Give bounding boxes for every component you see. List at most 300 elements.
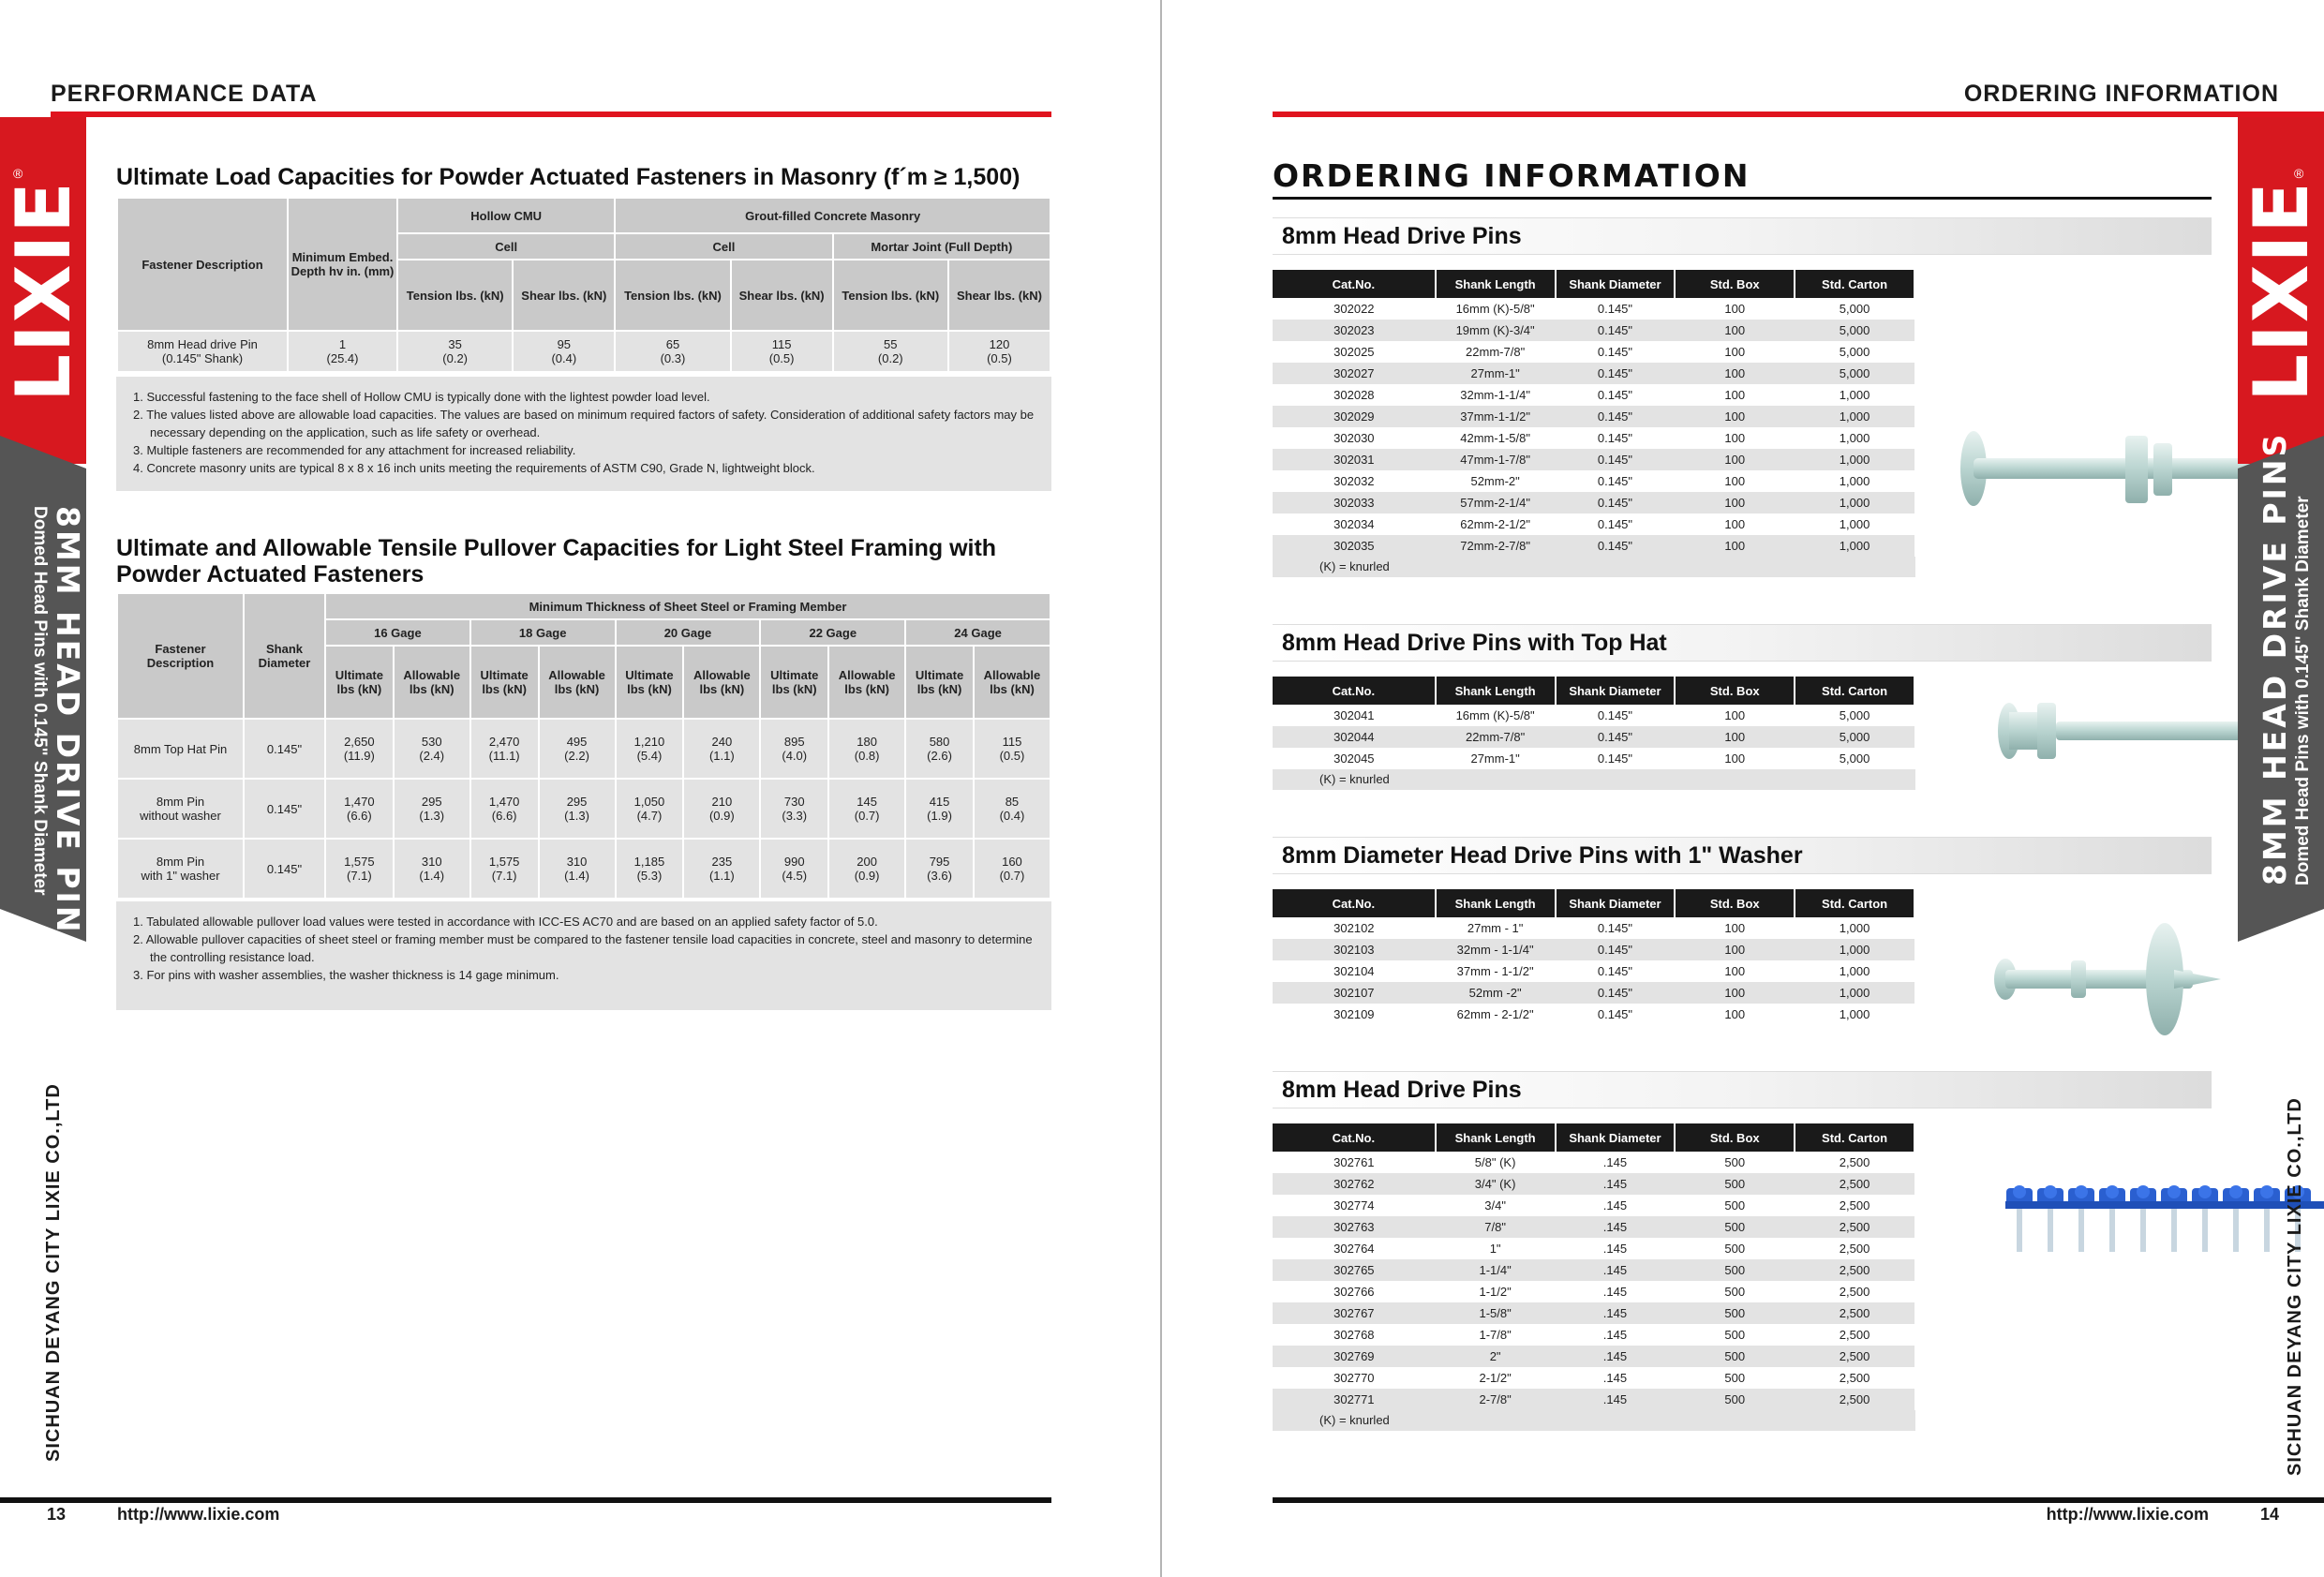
col-allowable: Allowable lbs (kN) xyxy=(394,646,470,719)
table-row xyxy=(1273,1173,1914,1195)
shank-diameter: 0.145" xyxy=(1556,513,1676,535)
section-title: 8mm Diameter Head Drive Pins with 1" Washer xyxy=(1273,837,2212,874)
col-ultimate: Ultimate lbs (kN) xyxy=(470,646,539,719)
registered-mark: ® xyxy=(2294,166,2304,181)
table-row xyxy=(1273,1216,1914,1238)
shank-diameter: 0.145" xyxy=(1556,748,1676,769)
ordering-title: ORDERING INFORMATION xyxy=(1273,157,1750,194)
std-box: 500 xyxy=(1675,1389,1795,1410)
table-row xyxy=(1273,298,1914,320)
knurled-note: (K) = knurled xyxy=(1273,769,1915,790)
std-carton: 2,500 xyxy=(1795,1302,1914,1324)
table-row xyxy=(1273,917,1914,939)
std-carton: 5,000 xyxy=(1795,363,1914,384)
col-allowable: Allowable lbs (kN) xyxy=(539,646,616,719)
std-box: 100 xyxy=(1675,513,1795,535)
std-carton: 1,000 xyxy=(1795,384,1914,406)
table2-notes xyxy=(116,901,1051,1010)
page-header: PERFORMANCE DATA xyxy=(51,81,318,107)
capacity-value: 1,575 (7.1) xyxy=(470,839,539,899)
capacity-value: 1,575 (7.1) xyxy=(325,839,394,899)
col-shank-length: Shank Length xyxy=(1436,1123,1556,1152)
col-grout-cell: Cell xyxy=(615,233,832,260)
shank-length: 1-5/8" xyxy=(1436,1302,1556,1324)
table-row xyxy=(1273,1259,1914,1281)
std-box: 100 xyxy=(1675,449,1795,470)
footer-rule xyxy=(0,1497,1051,1503)
shank-length: 47mm-1-7/8" xyxy=(1436,449,1556,470)
capacity-value: 180 (0.8) xyxy=(828,719,905,779)
load-value: 65 (0.3) xyxy=(615,331,730,372)
side-subtitle: Domed Head Pins with 0.145" Shank Diameter xyxy=(2293,496,2313,885)
side-title-block xyxy=(2257,432,2314,885)
shank-length: 22mm-7/8" xyxy=(1436,726,1556,748)
std-carton: 1,000 xyxy=(1795,406,1914,427)
footer-rule xyxy=(1273,1497,2324,1503)
col-shank-diameter: Shank Diameter xyxy=(1556,677,1676,705)
load-value: 120 (0.5) xyxy=(948,331,1050,372)
fastener-description: 8mm Head drive Pin (0.145" Shank) xyxy=(117,331,288,372)
shank-length: 5/8" (K) xyxy=(1436,1152,1556,1173)
table-row xyxy=(1273,1238,1914,1259)
col-std-carton: Std. Carton xyxy=(1795,270,1914,298)
shank-length: 22mm-7/8" xyxy=(1436,341,1556,363)
std-box: 500 xyxy=(1675,1195,1795,1216)
col-shank-diameter: Shank Diameter xyxy=(1556,889,1676,917)
std-carton: 2,500 xyxy=(1795,1281,1914,1302)
std-carton: 2,500 xyxy=(1795,1238,1914,1259)
std-box: 500 xyxy=(1675,1216,1795,1238)
cat-no: 302765 xyxy=(1273,1259,1436,1281)
std-box: 500 xyxy=(1675,1346,1795,1367)
brand-logo: LIXIE xyxy=(0,179,87,402)
col-cat-no: Cat.No. xyxy=(1273,1123,1436,1152)
side-title: 8MM HEAD DRIVE PIN xyxy=(50,506,86,935)
shank-diameter: 0.145" xyxy=(1556,320,1676,341)
capacity-value: 310 (1.4) xyxy=(394,839,470,899)
shank-diameter: 0.145" xyxy=(244,779,325,839)
table-row xyxy=(1273,982,1914,1004)
shank-diameter: 0.145" xyxy=(244,719,325,779)
shank-diameter: 0.145" xyxy=(1556,917,1676,939)
cat-no: 302107 xyxy=(1273,982,1436,1004)
std-carton: 1,000 xyxy=(1795,1004,1914,1025)
std-carton: 1,000 xyxy=(1795,939,1914,960)
shank-diameter: 0.145" xyxy=(1556,298,1676,320)
shank-length: 2-7/8" xyxy=(1436,1389,1556,1410)
col-allowable: Allowable lbs (kN) xyxy=(974,646,1050,719)
cat-no: 302768 xyxy=(1273,1324,1436,1346)
shank-length: 27mm-1" xyxy=(1436,748,1556,769)
cat-no: 302035 xyxy=(1273,535,1436,557)
cat-no: 302771 xyxy=(1273,1389,1436,1410)
shank-length: 42mm-1-5/8" xyxy=(1436,427,1556,449)
shank-length: 16mm (K)-5/8" xyxy=(1436,298,1556,320)
page-footer xyxy=(2047,1505,2279,1525)
std-carton: 1,000 xyxy=(1795,492,1914,513)
std-box: 100 xyxy=(1675,427,1795,449)
std-carton: 1,000 xyxy=(1795,470,1914,492)
std-box: 100 xyxy=(1675,705,1795,726)
capacity-value: 1,470 (6.6) xyxy=(325,779,394,839)
capacity-value: 85 (0.4) xyxy=(974,779,1050,839)
load-value: 95 (0.4) xyxy=(513,331,615,372)
col-tension: Tension lbs. (kN) xyxy=(397,260,513,331)
col-allowable: Allowable lbs (kN) xyxy=(683,646,760,719)
capacity-value: 115 (0.5) xyxy=(974,719,1050,779)
std-carton: 2,500 xyxy=(1795,1216,1914,1238)
std-box: 100 xyxy=(1675,982,1795,1004)
shank-diameter: .145 xyxy=(1556,1152,1676,1173)
note-item: 3. For pins with washer assemblies, the washer thickness is 14 gage minimum. xyxy=(133,968,559,982)
shank-diameter: .145 xyxy=(1556,1173,1676,1195)
table-row xyxy=(1273,1281,1914,1302)
cat-no: 302030 xyxy=(1273,427,1436,449)
cat-no: 302766 xyxy=(1273,1281,1436,1302)
std-box: 500 xyxy=(1675,1324,1795,1346)
ordering-table xyxy=(1273,677,1915,769)
col-ultimate: Ultimate lbs (kN) xyxy=(760,646,828,719)
std-carton: 1,000 xyxy=(1795,513,1914,535)
col-min-thickness: Minimum Thickness of Sheet Steel or Framing Member xyxy=(325,593,1050,619)
brand-band xyxy=(0,117,86,464)
shank-length: 16mm (K)-5/8" xyxy=(1436,705,1556,726)
cat-no: 302103 xyxy=(1273,939,1436,960)
shank-diameter: 0.145" xyxy=(1556,341,1676,363)
table-row xyxy=(1273,320,1914,341)
shank-length: 2-1/2" xyxy=(1436,1367,1556,1389)
capacity-value: 160 (0.7) xyxy=(974,839,1050,899)
load-value: 115 (0.5) xyxy=(731,331,833,372)
cat-no: 302109 xyxy=(1273,1004,1436,1025)
note-item: 2. The values listed above are allowable load capacities. The values are based on minimum required factors of safety. Consideration of additional safety factors may be necessary depending on the application, such as life safety or overhead. xyxy=(133,408,1035,439)
std-carton: 2,500 xyxy=(1795,1259,1914,1281)
table1-notes xyxy=(116,377,1051,491)
std-carton: 2,500 xyxy=(1795,1324,1914,1346)
load-value: 35 (0.2) xyxy=(397,331,513,372)
capacity-value: 310 (1.4) xyxy=(539,839,616,899)
col-cat-no: Cat.No. xyxy=(1273,270,1436,298)
table-row xyxy=(117,779,1050,839)
shank-diameter: .145 xyxy=(1556,1195,1676,1216)
col-tension: Tension lbs. (kN) xyxy=(833,260,948,331)
std-carton: 5,000 xyxy=(1795,705,1914,726)
website-url: http://www.lixie.com xyxy=(2046,1505,2209,1524)
col-cat-no: Cat.No. xyxy=(1273,889,1436,917)
table-row xyxy=(1273,1302,1914,1324)
table-row xyxy=(1273,427,1914,449)
shank-length: 2" xyxy=(1436,1346,1556,1367)
capacity-value: 795 (3.6) xyxy=(905,839,974,899)
shank-diameter: .145 xyxy=(1556,1216,1676,1238)
std-carton: 5,000 xyxy=(1795,341,1914,363)
std-carton: 1,000 xyxy=(1795,982,1914,1004)
cat-no: 302770 xyxy=(1273,1367,1436,1389)
capacity-value: 2,470 (11.1) xyxy=(470,719,539,779)
shank-length: 52mm -2" xyxy=(1436,982,1556,1004)
note-item: 4. Concrete masonry units are typical 8 x 8 x 16 inch units meeting the requirements of ASTM C90, Grade N, lightweight block. xyxy=(133,461,815,475)
std-carton: 2,500 xyxy=(1795,1195,1914,1216)
table-row xyxy=(1273,1324,1914,1346)
std-box: 500 xyxy=(1675,1259,1795,1281)
knurled-note: (K) = knurled xyxy=(1273,1410,1915,1431)
cat-no: 302045 xyxy=(1273,748,1436,769)
col-shank-length: Shank Length xyxy=(1436,889,1556,917)
std-carton: 1,000 xyxy=(1795,917,1914,939)
section-title: 8mm Head Drive Pins xyxy=(1273,1071,2212,1108)
shank-diameter: 0.145" xyxy=(1556,726,1676,748)
shank-length: 7/8" xyxy=(1436,1216,1556,1238)
table-row xyxy=(1273,960,1914,982)
capacity-value: 1,210 (5.4) xyxy=(616,719,684,779)
capacity-value: 295 (1.3) xyxy=(394,779,470,839)
shank-length: 1-1/4" xyxy=(1436,1259,1556,1281)
shank-length: 57mm-2-1/4" xyxy=(1436,492,1556,513)
capacity-value: 495 (2.2) xyxy=(539,719,616,779)
std-box: 100 xyxy=(1675,748,1795,769)
std-box: 100 xyxy=(1675,726,1795,748)
capacity-value: 235 (1.1) xyxy=(683,839,760,899)
col-gage: 18 Gage xyxy=(470,619,616,646)
table-row xyxy=(1273,1389,1914,1410)
note-item: 2. Allowable pullover capacities of sheet steel or framing member must be compared to the fastener tensile load capacities in concrete, steel and masonry to determine the controlling resistance load. xyxy=(133,932,1033,964)
shank-diameter: .145 xyxy=(1556,1367,1676,1389)
note-item: 1. Successful fastening to the face shell of Hollow CMU is typically done with the lightest powder load level. xyxy=(133,390,710,404)
table-row xyxy=(117,839,1050,899)
col-ultimate: Ultimate lbs (kN) xyxy=(616,646,684,719)
col-gage: 20 Gage xyxy=(616,619,761,646)
header-rule xyxy=(51,112,1051,117)
std-box: 100 xyxy=(1675,341,1795,363)
table1-title: Ultimate Load Capacities for Powder Actuated Fasteners in Masonry (f´m ≥ 1,500) xyxy=(116,164,1020,190)
ordering-table xyxy=(1273,270,1915,557)
table-row xyxy=(1273,363,1914,384)
capacity-value: 240 (1.1) xyxy=(683,719,760,779)
title-rule xyxy=(1273,197,2212,200)
fastener-description: 8mm Pin with 1" washer xyxy=(117,839,244,899)
col-ultimate: Ultimate lbs (kN) xyxy=(325,646,394,719)
col-shank-length: Shank Length xyxy=(1436,677,1556,705)
shank-length: 19mm (K)-3/4" xyxy=(1436,320,1556,341)
capacity-value: 580 (2.6) xyxy=(905,719,974,779)
capacity-value: 895 (4.0) xyxy=(760,719,828,779)
capacity-value: 530 (2.4) xyxy=(394,719,470,779)
shank-length: 27mm-1" xyxy=(1436,363,1556,384)
col-allowable: Allowable lbs (kN) xyxy=(828,646,905,719)
shank-diameter: 0.145" xyxy=(1556,427,1676,449)
registered-mark: ® xyxy=(13,166,23,181)
table-row xyxy=(1273,705,1914,726)
table-row xyxy=(1273,535,1914,557)
col-shear: Shear lbs. (kN) xyxy=(513,260,615,331)
col-std-carton: Std. Carton xyxy=(1795,889,1914,917)
page-header: ORDERING INFORMATION xyxy=(1963,81,2279,107)
fastener-description: 8mm Top Hat Pin xyxy=(117,719,244,779)
table-row xyxy=(1273,939,1914,960)
col-std-carton: Std. Carton xyxy=(1795,1123,1914,1152)
col-shank-diameter: Shank Diameter xyxy=(1556,270,1676,298)
shank-diameter: 0.145" xyxy=(1556,449,1676,470)
cat-no: 302769 xyxy=(1273,1346,1436,1367)
company-name: SICHUAN DEYANG CITY LIXIE CO.,LTD xyxy=(2285,1097,2305,1476)
std-box: 100 xyxy=(1675,917,1795,939)
shank-length: 72mm-2-7/8" xyxy=(1436,535,1556,557)
std-box: 100 xyxy=(1675,298,1795,320)
cat-no: 302104 xyxy=(1273,960,1436,982)
col-gage: 16 Gage xyxy=(325,619,470,646)
std-box: 100 xyxy=(1675,492,1795,513)
std-box: 500 xyxy=(1675,1173,1795,1195)
col-std-box: Std. Box xyxy=(1675,1123,1795,1152)
col-gage: 22 Gage xyxy=(760,619,905,646)
side-title-block xyxy=(29,506,86,934)
table-row xyxy=(1273,470,1914,492)
col-hollow-cell: Cell xyxy=(397,233,615,260)
std-box: 100 xyxy=(1675,406,1795,427)
page-number: 14 xyxy=(2259,1505,2279,1524)
shank-diameter: .145 xyxy=(1556,1302,1676,1324)
table-row xyxy=(1273,384,1914,406)
shank-diameter: 0.145" xyxy=(1556,982,1676,1004)
shank-diameter: .145 xyxy=(1556,1238,1676,1259)
std-carton: 5,000 xyxy=(1795,320,1914,341)
load-value: 55 (0.2) xyxy=(833,331,948,372)
cat-no: 302774 xyxy=(1273,1195,1436,1216)
shank-diameter: 0.145" xyxy=(244,839,325,899)
shank-diameter: 0.145" xyxy=(1556,492,1676,513)
shank-diameter: .145 xyxy=(1556,1389,1676,1410)
side-title: 8MM HEAD DRIVE PINS xyxy=(2257,431,2293,885)
shank-length: 3/4" (K) xyxy=(1436,1173,1556,1195)
section-title: 8mm Head Drive Pins with Top Hat xyxy=(1273,624,2212,662)
col-hollow-cmu: Hollow CMU xyxy=(397,198,615,233)
col-fastener-description: Fastener Description xyxy=(117,198,288,331)
capacity-value: 1,050 (4.7) xyxy=(616,779,684,839)
shank-diameter: 0.145" xyxy=(1556,939,1676,960)
std-box: 100 xyxy=(1675,384,1795,406)
table-row xyxy=(1273,341,1914,363)
std-box: 500 xyxy=(1675,1238,1795,1259)
table-row xyxy=(117,331,1050,372)
table-row xyxy=(1273,1367,1914,1389)
table-row xyxy=(1273,748,1914,769)
std-box: 100 xyxy=(1675,470,1795,492)
table-row xyxy=(1273,1195,1914,1216)
side-subtitle: Domed Head Pins with 0.145" Shank Diameter xyxy=(30,506,50,896)
col-std-box: Std. Box xyxy=(1675,889,1795,917)
embed-depth: 1 (25.4) xyxy=(288,331,397,372)
std-box: 100 xyxy=(1675,1004,1795,1025)
capacity-value: 415 (1.9) xyxy=(905,779,974,839)
cat-no: 302032 xyxy=(1273,470,1436,492)
table-row xyxy=(1273,1152,1914,1173)
shank-length: 32mm-1-1/4" xyxy=(1436,384,1556,406)
shank-diameter: .145 xyxy=(1556,1324,1676,1346)
masonry-load-table xyxy=(116,197,1051,373)
shank-length: 37mm-1-1/2" xyxy=(1436,406,1556,427)
shank-length: 32mm - 1-1/4" xyxy=(1436,939,1556,960)
shank-length: 27mm - 1" xyxy=(1436,917,1556,939)
brand-logo: LIXIE xyxy=(2237,179,2324,402)
col-fastener-description: Fastener Description xyxy=(117,593,244,719)
table-row xyxy=(1273,1004,1914,1025)
col-shank-diameter: Shank Diameter xyxy=(244,593,325,719)
col-cat-no: Cat.No. xyxy=(1273,677,1436,705)
header-rule xyxy=(1273,112,2324,117)
table-row xyxy=(117,719,1050,779)
table-row xyxy=(1273,726,1914,748)
cat-no: 302029 xyxy=(1273,406,1436,427)
col-std-box: Std. Box xyxy=(1675,270,1795,298)
shank-diameter: 0.145" xyxy=(1556,384,1676,406)
capacity-value: 210 (0.9) xyxy=(683,779,760,839)
std-carton: 1,000 xyxy=(1795,427,1914,449)
pullover-capacity-table xyxy=(116,592,1051,900)
brand-band xyxy=(2238,117,2324,464)
std-carton: 2,500 xyxy=(1795,1152,1914,1173)
capacity-value: 990 (4.5) xyxy=(760,839,828,899)
note-item: 1. Tabulated allowable pullover load values were tested in accordance with ICC-ES AC70 and are based on an applied safety factor of 5.0. xyxy=(133,915,878,929)
table-row xyxy=(1273,492,1914,513)
shank-diameter: .145 xyxy=(1556,1346,1676,1367)
std-box: 100 xyxy=(1675,535,1795,557)
shank-diameter: .145 xyxy=(1556,1281,1676,1302)
shank-diameter: 0.145" xyxy=(1556,1004,1676,1025)
note-item: 3. Multiple fasteners are recommended for any attachment for increased reliability. xyxy=(133,443,576,457)
col-grout-filled: Grout-filled Concrete Masonry xyxy=(615,198,1050,233)
std-carton: 5,000 xyxy=(1795,726,1914,748)
cat-no: 302764 xyxy=(1273,1238,1436,1259)
col-embed-depth: Minimum Embed. Depth hv in. (mm) xyxy=(288,198,397,331)
shank-diameter: 0.145" xyxy=(1556,705,1676,726)
cat-no: 302762 xyxy=(1273,1173,1436,1195)
cat-no: 302022 xyxy=(1273,298,1436,320)
shank-length: 37mm - 1-1/2" xyxy=(1436,960,1556,982)
shank-diameter: 0.145" xyxy=(1556,470,1676,492)
col-ultimate: Ultimate lbs (kN) xyxy=(905,646,974,719)
capacity-value: 730 (3.3) xyxy=(760,779,828,839)
capacity-value: 1,185 (5.3) xyxy=(616,839,684,899)
page-footer xyxy=(47,1505,279,1525)
website-url: http://www.lixie.com xyxy=(117,1505,280,1524)
shank-diameter: 0.145" xyxy=(1556,535,1676,557)
ordering-table xyxy=(1273,1123,1915,1410)
cat-no: 302027 xyxy=(1273,363,1436,384)
section-title: 8mm Head Drive Pins xyxy=(1273,217,2212,255)
shank-length: 62mm-2-1/2" xyxy=(1436,513,1556,535)
cat-no: 302023 xyxy=(1273,320,1436,341)
shank-diameter: 0.145" xyxy=(1556,960,1676,982)
col-shear: Shear lbs. (kN) xyxy=(731,260,833,331)
cat-no: 302041 xyxy=(1273,705,1436,726)
cat-no: 302767 xyxy=(1273,1302,1436,1324)
right-page xyxy=(1162,0,2324,1577)
std-carton: 5,000 xyxy=(1795,298,1914,320)
capacity-value: 295 (1.3) xyxy=(539,779,616,839)
capacity-value: 200 (0.9) xyxy=(828,839,905,899)
std-carton: 1,000 xyxy=(1795,449,1914,470)
shank-diameter: 0.145" xyxy=(1556,406,1676,427)
col-mortar-joint: Mortar Joint (Full Depth) xyxy=(833,233,1050,260)
cat-no: 302102 xyxy=(1273,917,1436,939)
std-box: 100 xyxy=(1675,939,1795,960)
std-box: 100 xyxy=(1675,960,1795,982)
shank-length: 52mm-2" xyxy=(1436,470,1556,492)
knurled-note: (K) = knurled xyxy=(1273,557,1915,577)
std-box: 100 xyxy=(1675,363,1795,384)
shank-length: 1-7/8" xyxy=(1436,1324,1556,1346)
table-row xyxy=(1273,406,1914,427)
